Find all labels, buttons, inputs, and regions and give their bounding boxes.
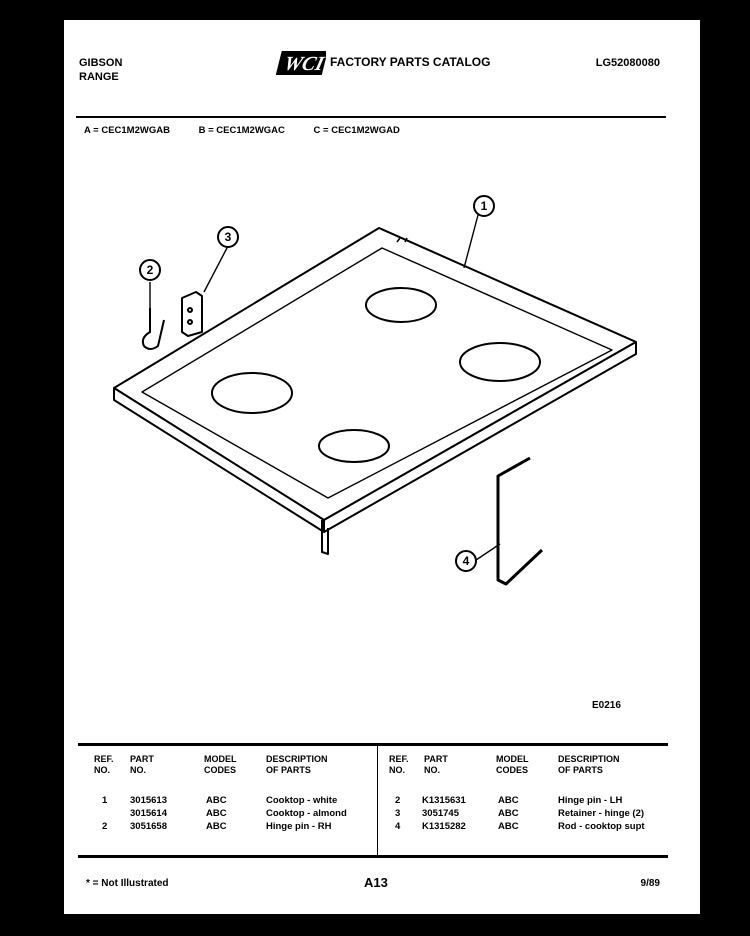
row-ref: 3 [395,808,401,819]
row-codes: ABC [498,808,519,819]
row-codes: ABC [206,795,227,806]
header-description-right: DESCRIPTION OF PARTS [558,754,620,775]
header-part-no: PART NO. [130,754,154,775]
parts-table-divider [377,746,378,855]
header-model-codes-right: MODEL CODES [496,754,529,775]
catalog-number: LG52080080 [595,57,660,69]
row-ref: 1 [102,795,108,806]
callout-2: 2 [146,263,154,277]
header-part-no-right: PART NO. [424,754,448,775]
row-part-no: 3015614 [130,808,167,819]
row-description: Hinge pin - RH [266,821,332,832]
row-part-no: 3051658 [130,821,167,832]
header-ref-no: REF. NO. [94,754,114,775]
footnote: * = Not Illustrated [86,878,169,889]
header-description: DESCRIPTION OF PARTS [266,754,328,775]
row-part-no: K1315631 [422,795,466,806]
row-description: Rod - cooktop supt [558,821,645,832]
model-b: B = CEC1M2WGAC [198,125,285,136]
row-description: Retainer - hinge (2) [558,808,645,819]
row-part-no: 3015613 [130,795,167,806]
row-ref: 2 [102,821,108,832]
callout-1: 1 [480,199,488,213]
row-codes: ABC [206,821,227,832]
row-codes: ABC [206,808,227,819]
row-codes: ABC [498,821,519,832]
page-number: A13 [364,875,388,890]
row-ref: 4 [395,821,401,832]
row-description: Hinge pin - LH [558,795,623,806]
row-description: Cooktop - white [266,795,338,806]
support-rod [498,458,542,584]
svg-text:WCI: WCI [281,53,326,75]
revision-date: 9/89 [640,878,660,889]
cooktop-top [114,228,636,520]
callout-3: 3 [224,230,232,244]
model-a: A = CEC1M2WGAB [84,125,170,136]
model-c: C = CEC1M2WGAD [313,125,400,136]
header-model-codes: MODEL CODES [204,754,237,775]
row-description: Cooktop - almond [266,808,347,819]
hinge-retainer [182,292,202,336]
catalog-title: FACTORY PARTS CATALOG [330,55,491,69]
exploded-diagram [64,20,700,720]
callout-4: 4 [462,554,470,568]
brand-name: GIBSON [79,57,123,69]
row-codes: ABC [498,795,519,806]
row-ref: 2 [395,795,401,806]
row-part-no: K1315282 [422,821,466,832]
header-ref-no-right: REF. NO. [389,754,409,775]
hinge-pin [143,308,164,349]
product-type: RANGE [79,71,119,83]
figure-code: E0216 [592,700,621,711]
catalog-page [62,18,702,916]
row-part-no: 3051745 [422,808,459,819]
